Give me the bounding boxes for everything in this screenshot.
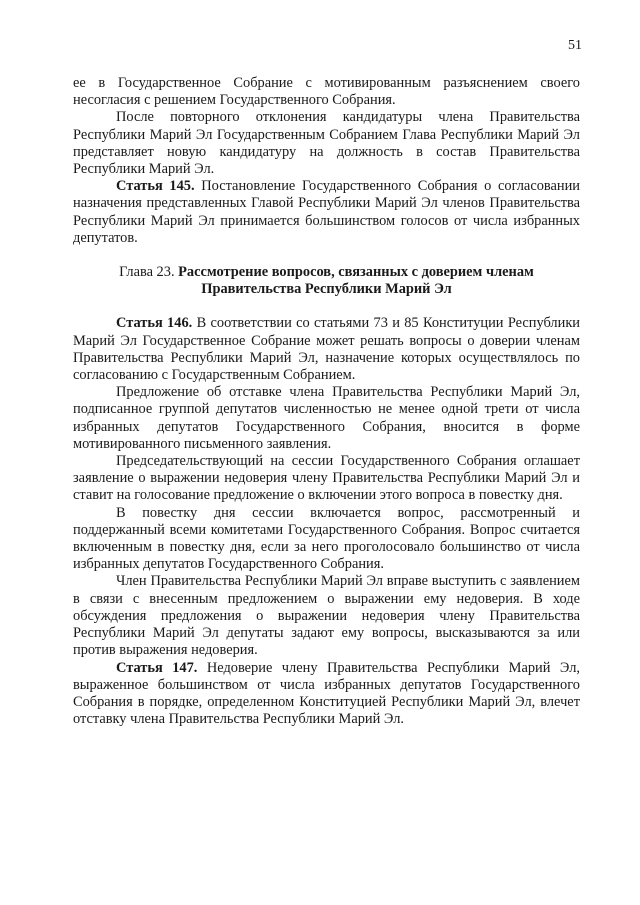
article-146-title: Статья 146.	[116, 315, 193, 332]
article-147	[73, 660, 580, 729]
paragraph-continuation: ее в Государственное Собрание с мотивированным разъяснением своего несогласия с решением Государственного Собрания.	[73, 75, 580, 109]
article-145	[73, 178, 580, 247]
chapter-title-line2: Правительства Республики Марий Эл	[201, 281, 452, 298]
article-147-text: Недоверие члену Правительства Республики Марий Эл, выраженное большинством от числа избранных депутатов Государственного Собрания в порядке, определенном Конституцией Республики Марий Эл, влечет отставку члена Правительства Республики Марий Эл.	[73, 659, 580, 728]
article-147-title: Статья 147.	[116, 659, 198, 676]
article-146	[73, 315, 580, 384]
article-145-title: Статья 145.	[116, 178, 195, 195]
chapter-heading	[73, 264, 580, 298]
article-146-text: В соответствии со статьями 73 и 85 Конституции Республики Марий Эл Государственное Собрание может решать вопросы о доверии членам Правительства Республики Марий Эл, назначение которых осуществлялось по согласованию с Государственным Собранием.	[73, 315, 581, 384]
page-number: 51	[568, 38, 582, 53]
chapter-prefix: Глава 23.	[119, 264, 179, 281]
paragraph-presiding-officer: Председательствующий на сессии Государственного Собрания оглашает заявление о выражении недоверия члену Правительства Республики Марий Эл и ставит на голосование предложение о включении этого вопроса в повестку дня.	[73, 453, 580, 504]
paragraph-agenda: В повестку дня сессии включается вопрос, рассмотренный и поддержанный всеми комитетами Государственного Собрания. Вопрос считается включенным в повестку дня, если за него проголосовало большинство от числа избранных депутатов Государственного Собрания.	[73, 504, 580, 573]
document-body	[73, 75, 580, 728]
paragraph-resignation-proposal: Предложение об отставке члена Правительства Республики Марий Эл, подписанное группой депутатов численностью не менее одной трети от числа избранных депутатов Государственного Собрания, вносится в форме мотивированного письменного заявления.	[73, 384, 580, 452]
paragraph-member-statement: Член Правительства Республики Марий Эл вправе выступить с заявлением в связи с внесенным предложением о выражении ему недоверия. В ходе обсуждения предложения о выражении недоверия члену Правительства Республики Марий Эл депутаты задают ему вопросы, высказываются за или против выражения недоверия.	[73, 573, 580, 659]
chapter-title-line1: Рассмотрение вопросов, связанных с доверием членам	[178, 264, 534, 281]
paragraph-repeat-rejection: После повторного отклонения кандидатуры члена Правительства Республики Марий Эл Государственным Собранием Глава Республики Марий Эл представляет новую кандидатуру на должность в состав Правительства Республики Марий Эл.	[73, 109, 580, 178]
article-145-text: Постановление Государственного Собрания о согласовании назначения представленных Главой Республики Марий Эл членов Правительства Республики Марий Эл принимается большинством голосов от числа избранных депутатов.	[73, 178, 581, 246]
